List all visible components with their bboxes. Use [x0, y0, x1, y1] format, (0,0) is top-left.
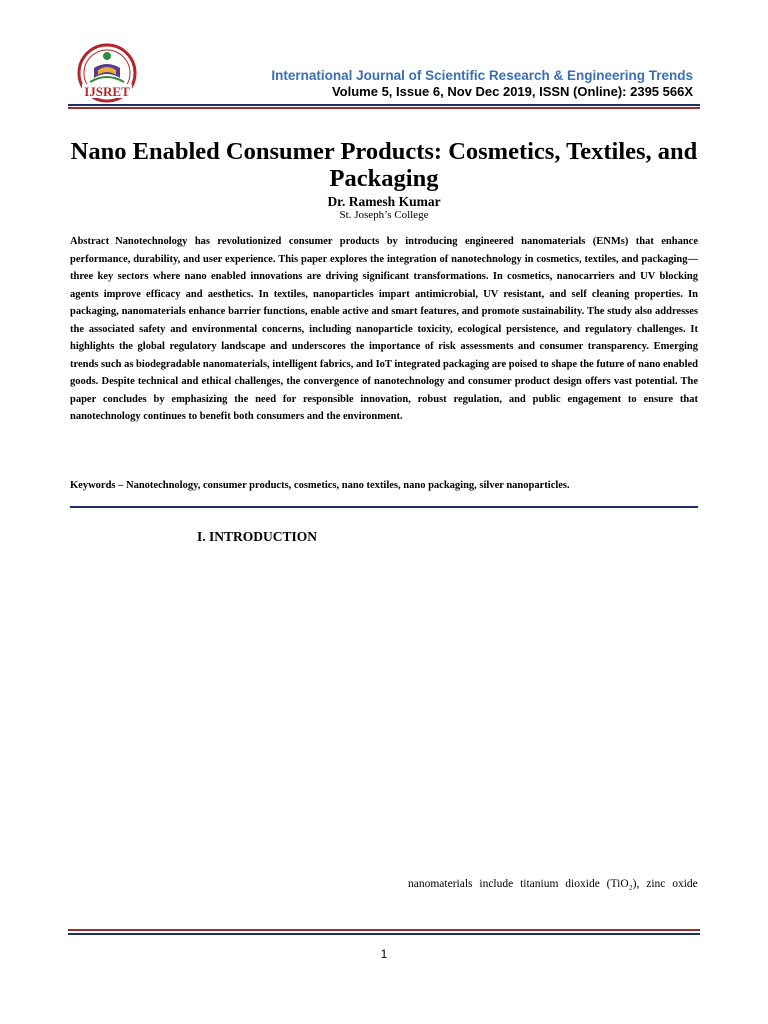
body-text-fragment: nanomaterials include titanium dioxide (TiO₂), zinc oxide: [408, 878, 698, 890]
header-rule-red: [68, 107, 700, 109]
abstract: [70, 233, 698, 426]
page-number: 1: [380, 947, 388, 961]
logo-text: IJSRET: [84, 84, 130, 99]
journal-logo: [74, 42, 140, 104]
footer-rule-red: [68, 929, 700, 931]
paper-title: Nano Enabled Consumer Products: Cosmetics, Textiles, and Packaging: [70, 138, 698, 192]
author-affiliation: St. Joseph’s College: [339, 209, 429, 221]
section-heading: I. INTRODUCTION: [197, 529, 318, 544]
journal-volume-line: Volume 5, Issue 6, Nov Dec 2019, ISSN (Online): 2395 566X: [331, 84, 693, 99]
footer-rule-navy: [68, 933, 700, 935]
abstract-text: Nanotechnology has revolutionized consumer products by introducing engineered nanomaterials (ENMs) that enhance performance, durability, and user experience. This paper explores the integration of nanotechnology in cosmetics, textiles, and packaging—three key sectors where nano enabled innovations are driving significant transformations. In cosmetics, nanocarriers and UV blocking agents improve efficacy and aesthetics. In textiles, nanoparticles impart antimicrobial, UV resistant, and self cleaning properties. In packaging, nanomaterials enhance barrier functions, enable active and smart features, and promote sustainability. The study also addresses the associated safety and environmental concerns, including nanoparticle toxicity, ecological persistence, and regulatory challenges. It highlights the global regulatory landscape and underscores the importance of risk assessments and consumer transparency. Emerging trends such as biodegradable nanomaterials, intelligent fabrics, and IoT integrated packaging are poised to shape the future of nano enabled goods. Despite technical and ethical challenges, the convergence of nanotechnology and consumer product design offers vast potential. The paper concludes by emphasizing the need for responsible innovation, robust regulation, and public engagement to ensure that nanotechnology continues to benefit both consumers and the environment.: [70, 236, 698, 422]
author-name: Dr. Ramesh Kumar: [327, 194, 441, 209]
keywords: Keywords – Nanotechnology, consumer products, cosmetics, nano textiles, nano packaging, silver nanoparticles.: [70, 480, 570, 491]
journal-name: International Journal of Scientific Research & Engineering Trends: [271, 68, 693, 83]
header-rule-navy: [68, 104, 700, 106]
abstract-label: Abstract: [70, 236, 110, 247]
abstract-rule: [70, 506, 698, 508]
